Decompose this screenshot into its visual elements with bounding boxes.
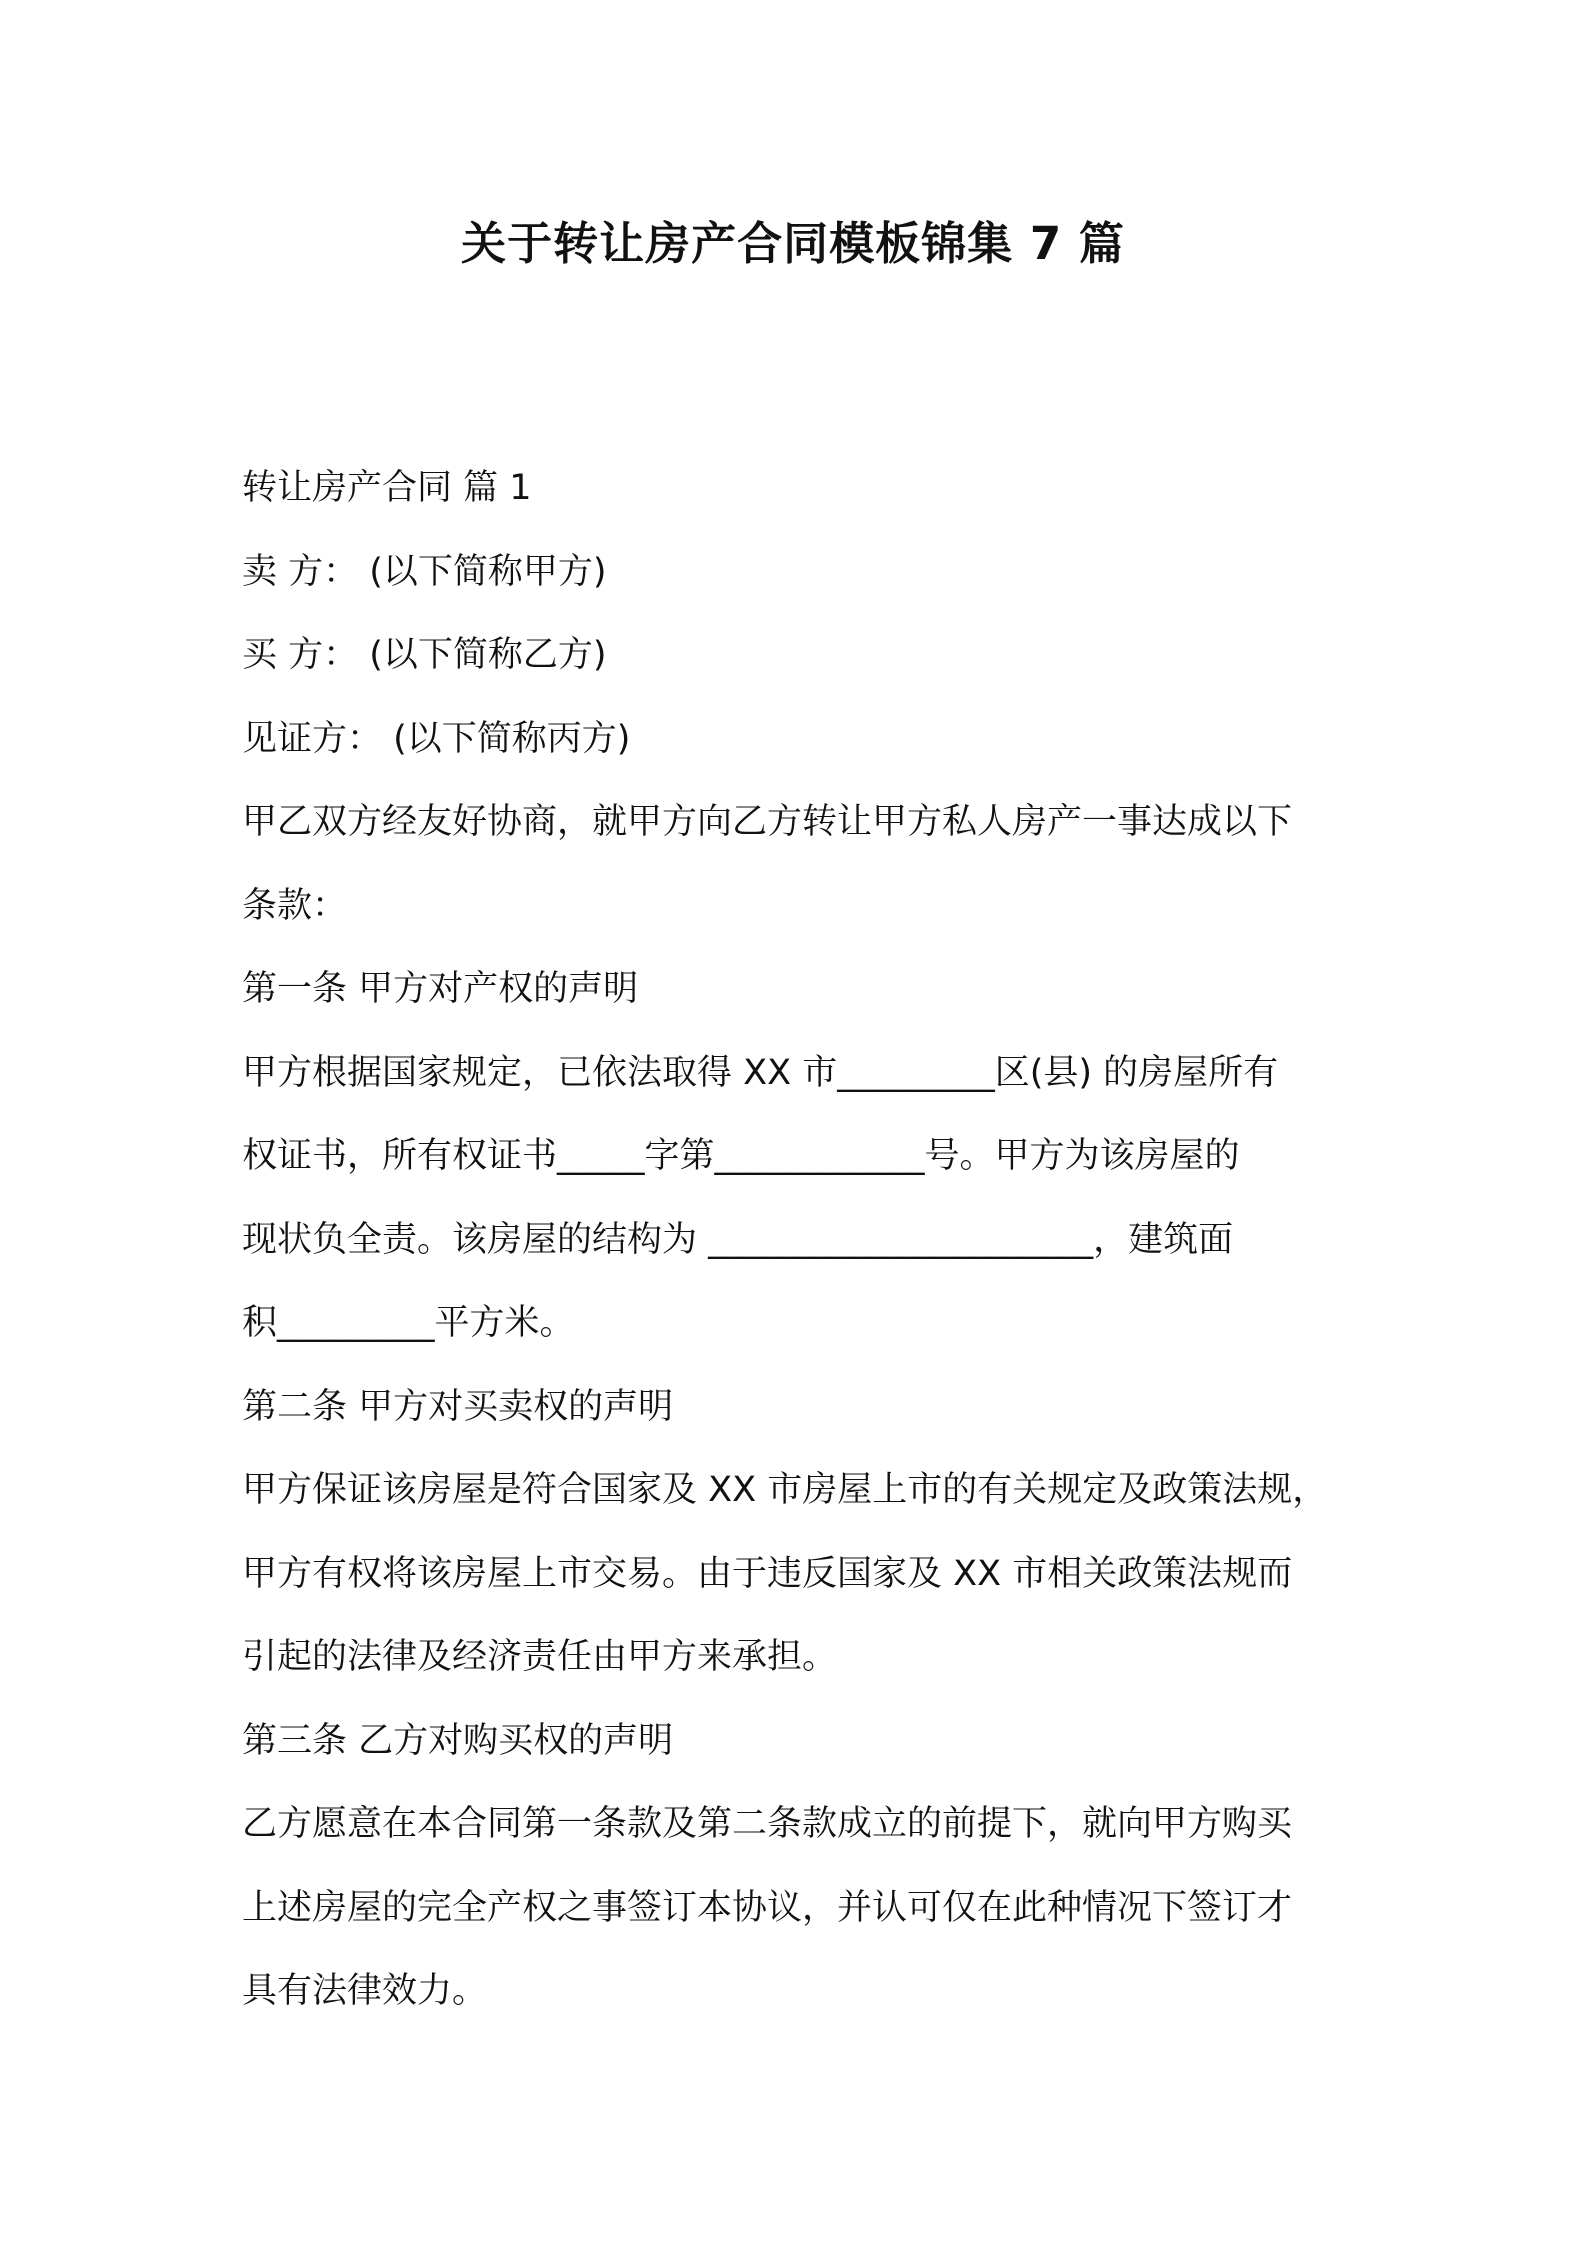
paragraph-line: 权证书，所有权证书_____字第____________号。甲方为该房屋的 xyxy=(242,1136,1240,1176)
paragraph-line: 具有法律效力。 xyxy=(242,1971,488,2011)
paragraph-line: 现状负全责。该房屋的结构为 ______________________，建筑面 xyxy=(242,1219,1234,1260)
article-heading: 第三条 乙方对购买权的声明 xyxy=(242,1720,674,1761)
paragraph-line: 积_________平方米。 xyxy=(242,1303,575,1343)
paragraph-line: 上述房屋的完全产权之事签订本协议，并认可仅在此种情况下签订才 xyxy=(242,1887,1293,1928)
paragraph-line: 条款： xyxy=(242,885,348,926)
party-buyer-line: 买 方： (以下简称乙方) xyxy=(242,635,607,675)
paragraph-line: 引起的法律及经济责任由甲方来承担。 xyxy=(242,1637,838,1677)
document-title: 关于转让房产合同模板锦集 7 篇 xyxy=(461,217,1125,270)
article-heading: 第一条 甲方对产权的声明 xyxy=(242,969,639,1009)
paragraph-line: 甲方保证该房屋是符合国家及 XX 市房屋上市的有关规定及政策法规， xyxy=(242,1470,1328,1510)
paragraph-line: 乙方愿意在本合同第一条款及第二条款成立的前提下，就向甲方购买 xyxy=(242,1804,1293,1844)
article-heading: 第二条 甲方对买卖权的声明 xyxy=(242,1386,674,1427)
section-heading: 转让房产合同 篇 1 xyxy=(242,468,532,508)
paragraph-line: 甲乙双方经友好协商，就甲方向乙方转让甲方私人房产一事达成以下 xyxy=(242,802,1293,842)
party-witness-line: 见证方： (以下简称丙方) xyxy=(242,718,631,759)
document-body xyxy=(242,447,1372,2034)
party-seller-line: 卖 方： (以下简称甲方) xyxy=(242,551,607,592)
paragraph-line: 甲方有权将该房屋上市交易。由于违反国家及 XX 市相关政策法规而 xyxy=(242,1553,1293,1594)
paragraph-line: 甲方根据国家规定，已依法取得 XX 市_________区(县) 的房屋所有 xyxy=(242,1052,1279,1093)
